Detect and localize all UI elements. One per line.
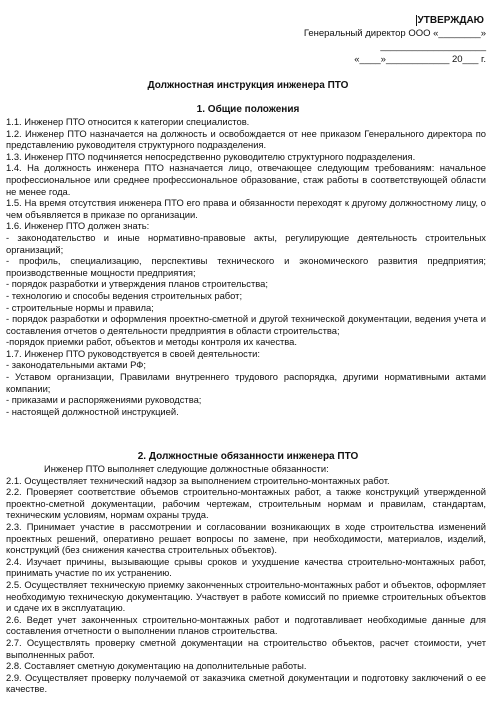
section2-item: 2.8. Составляет сметную документацию на дополнительные работы. bbox=[6, 660, 307, 672]
director-line: Генеральный директор ООО «________» bbox=[303, 28, 486, 39]
document-title: Должностная инструкция инженера ПТО bbox=[147, 80, 349, 91]
section1-item: - профиль, специализацию, перспективы технического и экономического развития предприятия; производственные мощности предприятия; bbox=[6, 255, 486, 278]
section1-item: 1.4. На должность инженера ПТО назначается лицо, отвечающее следующим требованиям: начальное профессиональное или среднее профессиональное образование, стаж работы в соответствующей области не менее года. bbox=[6, 162, 486, 197]
section1-item: - порядок разработки и утверждения планов строительства; bbox=[6, 278, 268, 290]
section1-item: 1.1. Инженер ПТО относится к категории специалистов. bbox=[6, 116, 250, 127]
section2-item: 2.4. Изучает причины, вызывающие срывы сроков и ухудшение качества строительно-монтажных работ, принимать участие по их устранению. bbox=[6, 555, 486, 579]
section2-title: 2. Должностные обязанности инженера ПТО bbox=[137, 451, 359, 462]
section1-item: 1.3. Инженер ПТО подчиняется непосредственно руководителю структурного подразделения. bbox=[6, 150, 416, 162]
section1-body bbox=[6, 116, 486, 417]
section2-item: 2.2. Проверяет соответствие объемов строительно-монтажных работ, а также конструкций утвержденной проектно-сметной документации, рабочим чертежам, строительным нормам и правилам, стандартам, техническим условиям, нормам охраны труда. bbox=[6, 486, 486, 521]
signature-line: ____________________ bbox=[380, 41, 486, 52]
section1-item: 1.6. Инженер ПТО должен знать: bbox=[6, 220, 150, 232]
approve-heading: УТВЕРЖДАЮ bbox=[417, 15, 484, 26]
approval-block bbox=[256, 14, 486, 66]
section2-item: 2.1. Осуществляет технический надзор за выполнением строительно-монтажных работ. bbox=[6, 474, 390, 486]
section1-item: - Уставом организации, Правилами внутреннего трудового распорядка, другими нормативными актами компании; bbox=[6, 371, 486, 394]
section2-item: 2.7. Осуществлять проверку сметной документации на строительство объектов, расчет стоимости, учет выполненных работ. bbox=[6, 636, 486, 660]
section1-item: -порядок приемки работ, объектов и методы контроля их качества. bbox=[6, 336, 298, 348]
section2-intro: Инженер ПТО выполняет следующие должностные обязанности: bbox=[44, 463, 329, 474]
section1-item: 1.7. Инженер ПТО руководствуется в своей деятельности: bbox=[6, 347, 260, 359]
section2-item: 2.5. Осуществляет техническую приемку законченных строительно-монтажных работ и объектов, оформляет необходимую техническую документацию. Участвует в работе комиссий по приемке строительных объектов и сдаче их в эксплуатацию. bbox=[6, 578, 486, 614]
section1-item: - законодательство и иные нормативно-правовые акты, регулирующие деятельность строительных организаций; bbox=[6, 231, 486, 255]
section2-item: 2.6. Ведет учет законченных строительно-монтажных работ и подготавливает необходимые данные для составления отчетности о выполнении планов строительства. bbox=[6, 613, 486, 637]
section1-item: - порядок разработки и оформления проектно-сметной и другой технической документации, ведения учета и составления отчетов о деятельности предприятия в области строительства; bbox=[6, 313, 486, 336]
section1-item: - приказами и распоряжениями руководства; bbox=[6, 394, 202, 406]
section1-item: - технологию и способы ведения строительных работ; bbox=[6, 289, 243, 301]
section2-body bbox=[6, 463, 486, 695]
section1-item: 1.5. На время отсутствия инженера ПТО его права и обязанности переходят к другому должностному лицу, о чем объявляется в приказе по организации. bbox=[6, 197, 486, 220]
section1-item: 1.2. Инженер ПТО назначается на должность и освобождается от нее приказом Генерального директора по представлению руководителя структурного подразделения. bbox=[6, 127, 486, 151]
date-line: «____»____________ 20___ г. bbox=[354, 54, 486, 65]
section1-item: - законодательными актами РФ; bbox=[6, 359, 146, 371]
section1-item: - строительные нормы и правила; bbox=[6, 301, 154, 313]
section2-item: 2.3. Принимает участие в рассмотрении и согласовании возникающих в ходе строительства изменений проектных решений, оперативно решает вопросы по замене, при необходимости, материалов, изделий, конструкций (без снижения качества строительных объектов). bbox=[6, 520, 486, 556]
section1-title: 1. Общие положения bbox=[196, 104, 300, 115]
section1-item: - настоящей должностной инструкцией. bbox=[6, 405, 179, 417]
section2-item: 2.9. Осуществляет проверку получаемой от заказчика сметной документации и подготовку заключений о ее качестве. bbox=[6, 671, 486, 695]
